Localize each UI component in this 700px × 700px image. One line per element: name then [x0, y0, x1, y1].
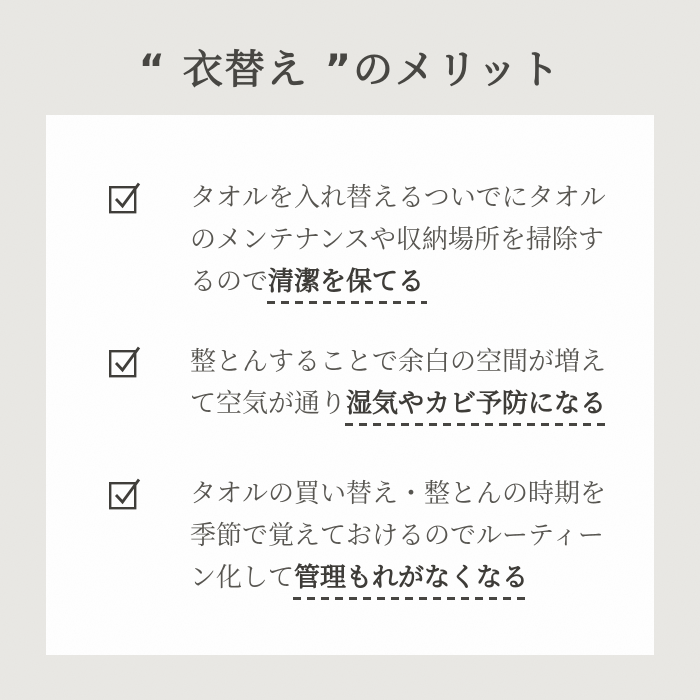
benefit-item-cleanliness — [108, 177, 606, 303]
benefits-card — [46, 115, 654, 655]
benefit-line: て空気が通り — [190, 389, 347, 419]
benefit-line: のメンテナンスや収納場所を掃除す — [190, 225, 604, 255]
benefit-line: タオルを入れ替えるついでにタオル — [190, 183, 606, 213]
checkbox-checked-icon — [108, 476, 142, 510]
benefit-line: るので — [190, 267, 269, 297]
benefit-text — [190, 341, 606, 425]
benefit-emphasis: 湿気やカビ予防になる — [346, 389, 607, 419]
benefit-emphasis: 清潔を保てる — [268, 267, 425, 297]
benefit-line: 季節で覚えておけるのでルーティー — [190, 521, 604, 551]
benefit-line: タオルの買い替え・整とんの時期を — [190, 479, 607, 509]
benefit-emphasis: 管理もれがなくなる — [294, 563, 529, 593]
benefit-text — [190, 177, 606, 303]
benefit-item-mold-prevention — [108, 341, 606, 425]
benefit-line: 整とんすることで余白の空間が増え — [190, 347, 607, 377]
benefit-line: ン化して — [190, 563, 295, 593]
checkbox-checked-icon — [108, 344, 142, 378]
checkbox-checked-icon — [108, 180, 142, 214]
benefit-text — [190, 473, 606, 599]
page-title: “ 衣替え ”のメリット — [138, 47, 562, 93]
benefit-item-routine — [108, 473, 606, 599]
